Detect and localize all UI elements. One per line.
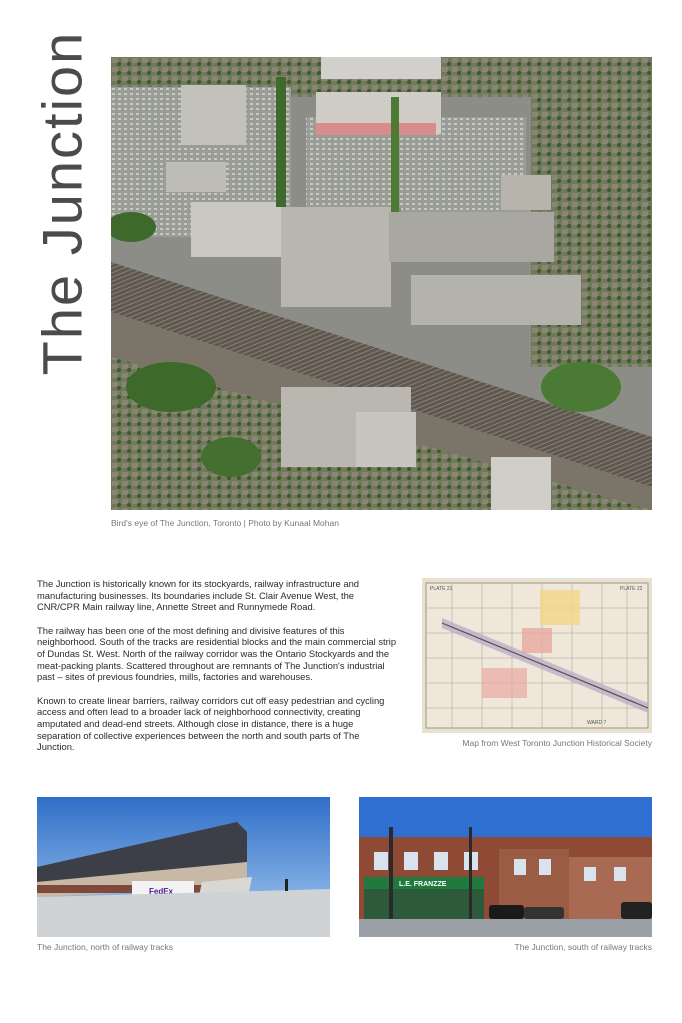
paragraph: The railway has been one of the most defining and divisive features of this neighborhood. South of the tracks are residential blocks and the main commercial strip of Dundas St. West. North of the railway corridor was the Ontario Stockyards and the meat-packing plants. Scattered throughout are remnants of The Junction's industrial past – sites of previous foundries, mills, factories and warehouses.: [37, 624, 397, 683]
map-corner-left: PLATE 21: [430, 586, 453, 592]
north-caption: The Junction, north of railway tracks: [37, 942, 174, 952]
body-text: [37, 578, 399, 765]
historical-map: [422, 578, 652, 733]
storefront-sign: L.E. FRANZZE: [399, 881, 447, 888]
page-title-container: [30, 30, 94, 376]
south-caption: The Junction, south of railway tracks: [514, 942, 652, 952]
map-corner-right: PLATE 22: [620, 586, 643, 592]
south-photo: [359, 797, 652, 937]
paragraph: The Junction is historically known for its stockyards, railway infrastructure and manufacturing businesses. Its boundaries include St. Clair Avenue West, the CNR/CPR Main railway line, Annette Street and Runnymede Road.: [37, 578, 360, 613]
paragraph: Known to create linear barriers, railway corridors cut off easy pedestrian and cycling access and often lead to a broader lack of neighborhood connectivity, creating amputated and dead-end streets. Although close in distance, there is a huge separation of collective experiences between the north and south parts of The Junction.: [37, 694, 385, 753]
aerial-caption: Bird's eye of The Junction, Toronto | Photo by Kunaal Mohan: [111, 518, 339, 528]
aerial-photo: [111, 57, 652, 510]
fedex-truck-label: FedEx: [149, 887, 174, 896]
north-photo: [37, 797, 330, 937]
page-title: The Junction: [30, 30, 94, 376]
map-caption: Map from West Toronto Junction Historical Society: [462, 738, 652, 748]
map-ward-label: WARD 7: [587, 720, 607, 726]
